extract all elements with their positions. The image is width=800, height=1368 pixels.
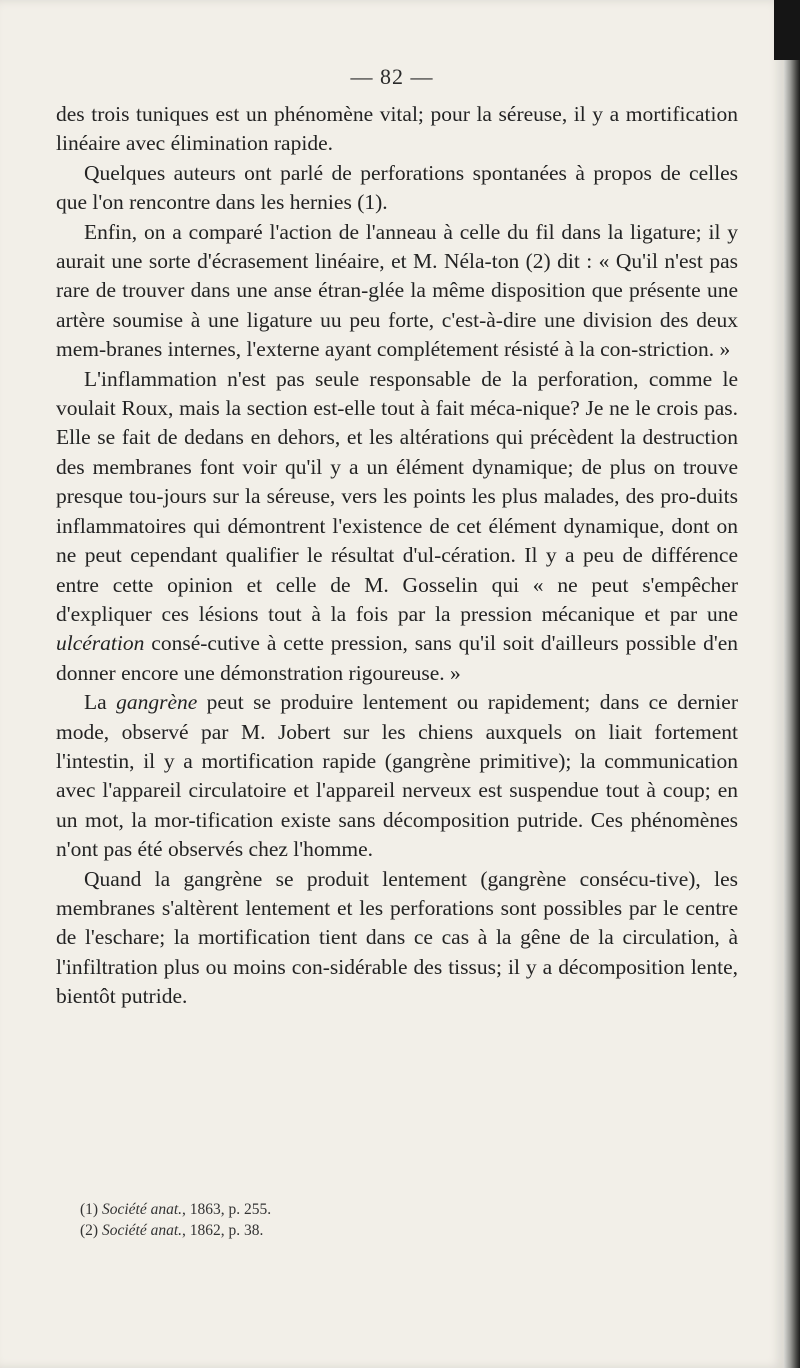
- footnote-source: Société anat.: [101, 1222, 183, 1239]
- footnote: [80, 1220, 720, 1241]
- footnote-number: (1): [80, 1201, 99, 1218]
- italic-term: ulcération: [56, 631, 145, 656]
- footnote-number: (2): [80, 1222, 99, 1239]
- text-run: Quelques auteurs ont parlé de perforations spontanées à propos de celles que l'on rencontre dans les hernies (1).: [56, 160, 738, 215]
- footnote: [80, 1199, 720, 1220]
- page-corner-shadow: [774, 0, 800, 60]
- paragraph: [56, 865, 738, 1012]
- text-run: consé-cutive à cette pression, sans qu'il soit d'ailleurs possible d'en donner encore une démonstration rigoureuse. »: [56, 631, 738, 685]
- paragraph: [56, 365, 738, 688]
- footnote-detail: , 1863, p. 255.: [182, 1201, 272, 1218]
- page-binding-edge: [784, 0, 800, 1368]
- text-run: peut se produire lentement ou rapidement; dans ce dernier mode, observé par M. Jobert sur les chiens auxquels on liait fortement l'intestin, il y a mortification rapide (gangrène primitive); la communication avec l'appareil circulatoire et l'appareil nerveux est suspendue tout à coup; en un mot, la mor-tification existe sans décomposition putride. Ces phénomènes n'ont pas été observés chez l'homme.: [56, 690, 738, 862]
- page-number: — 82 —: [350, 64, 434, 89]
- paragraph: [56, 100, 738, 159]
- text-run: Enfin, on a comparé l'action de l'anneau à celle du fil dans la ligature; il y aurait une sorte d'écrasement linéaire, et M. Néla-ton (2) dit : « Qu'il n'est pas rare de trouver dans une anse étran-glée la même disposition que présente une artère soumise à une ligature uu peu forte, c'est-à-dire une division des deux mem-branes internes, l'externe ayant complétement résisté à la con-striction. »: [56, 219, 738, 362]
- footnotes: [80, 1199, 720, 1241]
- footnote-source: Société anat.: [101, 1201, 183, 1218]
- text-run: Quand la gangrène se produit lentement (gangrène consécu-tive), les membranes s'altèrent lentement et les perforations sont possibles par le centre de l'eschare; la mortification tient dans ce cas à la gêne de la circulation, à l'infiltration plus ou moins con-sidérable des tissus; il y a décomposition lente, bientôt putride.: [56, 866, 738, 1009]
- text-run: L'inflammation n'est pas seule responsable de la perforation, comme le voulait Roux, mais la section est-elle tout à fait méca-nique? Je ne le crois pas. Elle se fait de dedans en dehors, et les altérations qui précèdent la destruction des membranes font voir qu'il y a un élément dynamique; de plus on trouve presque tou-jours sur la séreuse, vers les points les plus malades, des pro-duits inflammatoires qui démontrent l'existence de cet élément dynamique, dont on ne peut cependant qualifier le résultat d'ul-cération. Il y a peu de différence entre cette opinion et celle de M. Gosselin qui « ne peut s'empêcher d'expliquer ces lésions tout à la fois par la pression mécanique et par une: [56, 366, 738, 626]
- text-run: des trois tuniques est un phénomène vital; pour la séreuse, il y a mortification linéaire avec élimination rapide.: [56, 102, 738, 156]
- italic-term: gangrène: [116, 690, 198, 715]
- paragraph: [56, 159, 738, 218]
- body-text: [56, 100, 738, 1012]
- text-run: La: [84, 690, 117, 715]
- paragraph: [56, 688, 738, 864]
- footnote-detail: , 1862, p. 38.: [182, 1222, 264, 1239]
- paragraph: [56, 218, 738, 365]
